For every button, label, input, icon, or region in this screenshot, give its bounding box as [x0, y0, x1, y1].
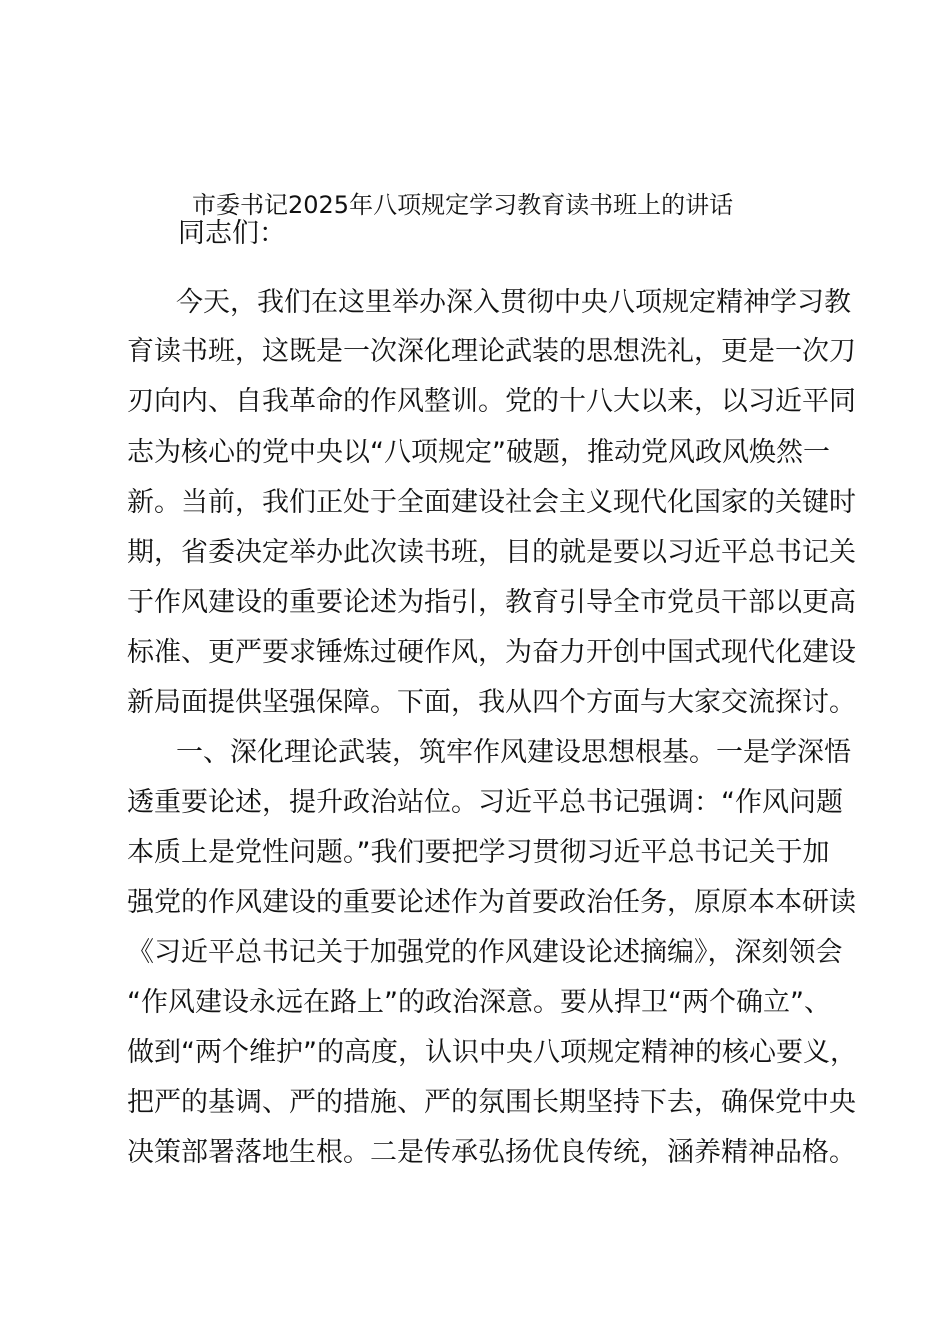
- salutation: 同志们：: [178, 218, 286, 249]
- paragraph-line: 育读书班，这既是一次深化理论武装的思想洗礼，更是一次刀: [127, 336, 856, 367]
- paragraph-line: 把严的基调、严的措施、严的氛围长期坚持下去，确保党中央: [127, 1087, 856, 1118]
- paragraph-line: 期，省委决定举办此次读书班，目的就是要以习近平总书记关: [127, 537, 856, 568]
- paragraph-line: 透重要论述，提升政治站位。习近平总书记强调：“作风问题: [127, 787, 843, 818]
- paragraph-line: 做到“两个维护”的高度，认识中央八项规定精神的核心要义，: [127, 1037, 857, 1068]
- document-title: 市委书记2025年八项规定学习教育读书班上的讲话: [192, 191, 734, 219]
- paragraph-line: 强党的作风建设的重要论述作为首要政治任务，原原本本研读: [127, 887, 856, 918]
- paragraph-line: 刃向内、自我革命的作风整训。党的十八大以来，以习近平同: [127, 386, 856, 417]
- paragraph-line: 决策部署落地生根。二是传承弘扬优良传统，涵养精神品格。: [127, 1137, 856, 1168]
- paragraph-line: 一、深化理论武装，筑牢作风建设思想根基。一是学深悟: [176, 737, 851, 768]
- paragraph-line: “作风建设永远在路上”的政治深意。要从捍卫“两个确立”、: [127, 987, 831, 1018]
- paragraph-line: 今天，我们在这里举办深入贯彻中央八项规定精神学习教: [176, 287, 851, 318]
- paragraph-line: 标准、更严要求锤炼过硬作风，为奋力开创中国式现代化建设: [127, 637, 856, 668]
- paragraph-line: 新。当前，我们正处于全面建设社会主义现代化国家的关键时: [127, 487, 856, 518]
- paragraph-line: 《习近平总书记关于加强党的作风建设论述摘编》，深刻领会: [127, 937, 843, 968]
- paragraph-line: 新局面提供坚强保障。下面，我从四个方面与大家交流探讨。: [127, 687, 856, 718]
- paragraph-line: 志为核心的党中央以“八项规定”破题，推动党风政风焕然一: [127, 437, 830, 468]
- paragraph-line: 于作风建设的重要论述为指引，教育引导全市党员干部以更高: [127, 587, 856, 618]
- paragraph-line: 本质上是党性问题。”我们要把学习贯彻习近平总书记关于加: [127, 837, 830, 868]
